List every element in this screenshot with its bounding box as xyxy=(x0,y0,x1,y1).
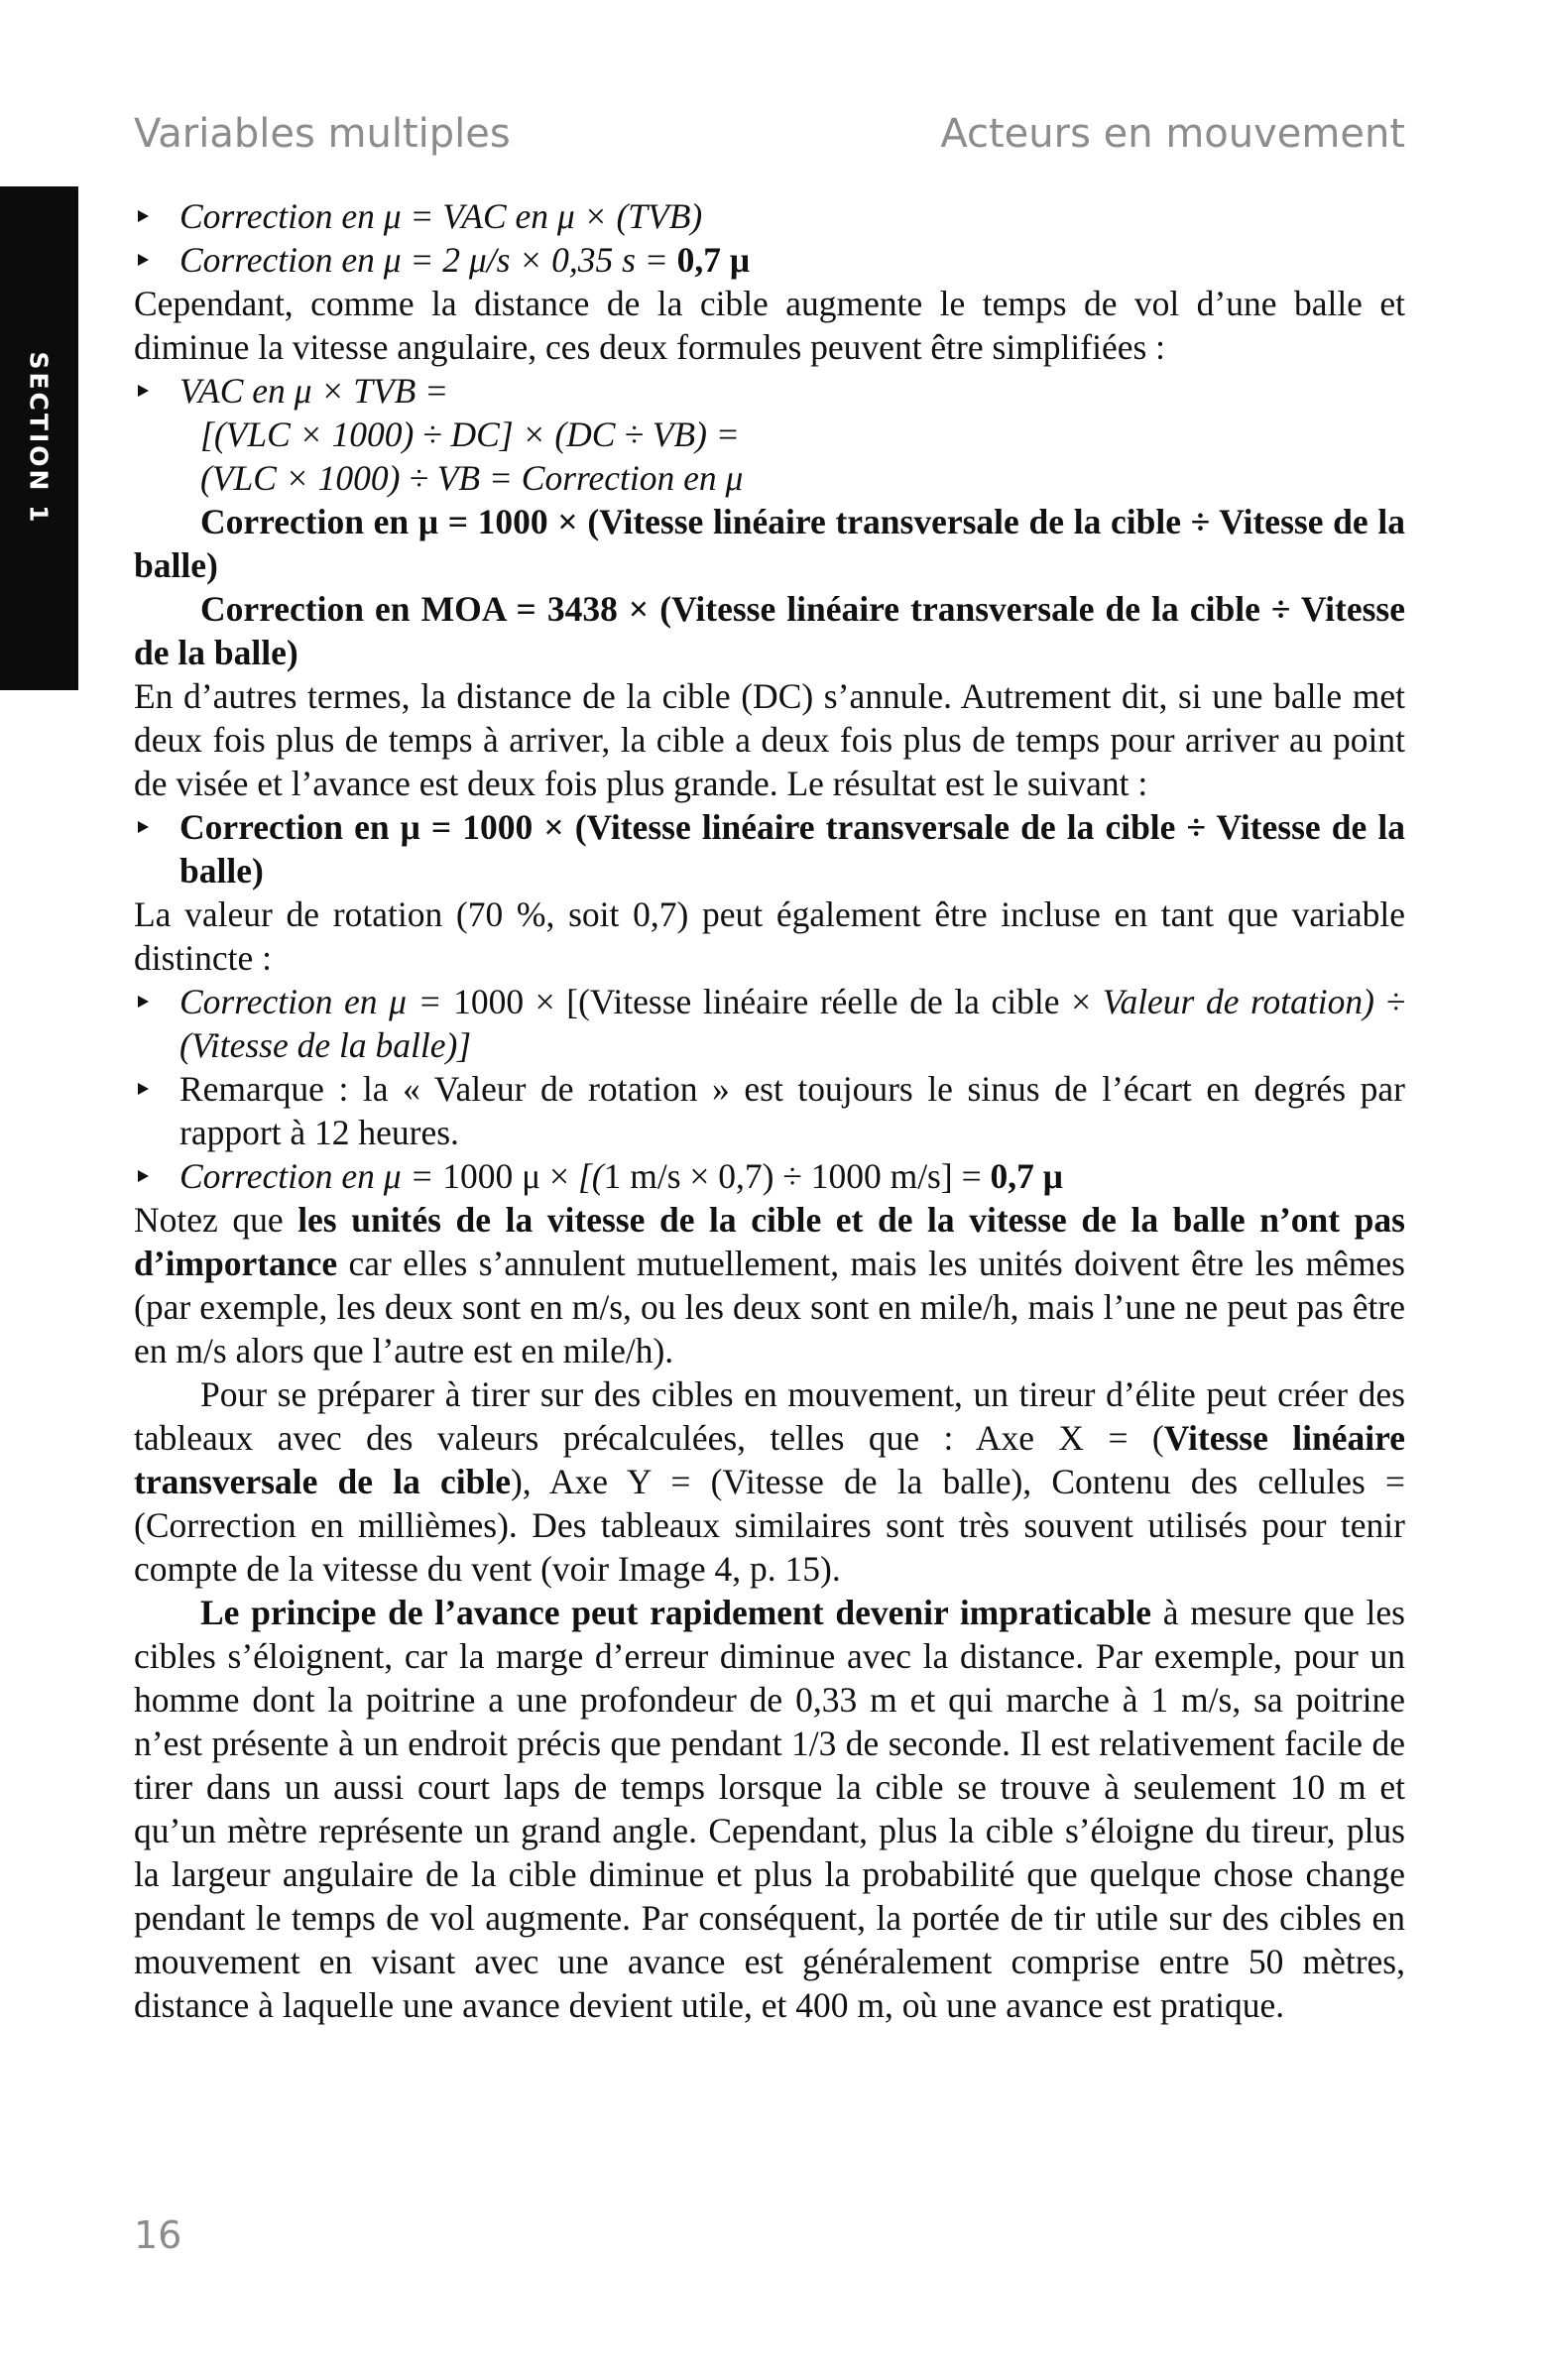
paragraph-tables: Pour se préparer à tirer sur des cibles en mouvement, un tireur d’élite peut créer des tableaux avec des valeurs précalculées, telles que : Axe X = (Vitesse linéaire transversale de la cible), Axe Y = (Vitesse de la balle), Contenu des cellules = (Correction en millièmes). Des tableaux similaires sont très souvent utilisés pour tenir compte de la vitesse du vent (voir Image 4, p. 15). xyxy=(134,1374,1405,1589)
bullet-example-calculation: Correction en μ = 1000 μ × [(1 m/s × 0,7) ÷ 1000 m/s] = 0,7 μ xyxy=(134,1154,1405,1198)
header-left-title: Variables multiples xyxy=(134,111,511,157)
page-number: 16 xyxy=(134,2213,182,2257)
paragraph-lead-principle: Le principe de l’avance peut rapidement devenir impraticable à mesure que les cibles s’éloignent, car la marge d’erreur diminue avec la distance. Par exemple, pour un homme dont la poitrine a une profondeur de 0,33 m et qui marche à 1 m/s, sa poitrine n’est présente à un endroit précis que pendant 1/3 de seconde. Il est relativement facile de tirer dans un aussi court laps de temps lorsque la cible se trouve à seulement 10 m et qu’un mètre représente un grand angle. Cependant, plus la cible s’éloigne du tireur, plus la largeur angulaire de la cible diminue et plus la probabilité que quelque chose change pendant le temps de vol augmente. Par conséquent, la portée de tir utile sur des cibles en mouvement en visant avec une avance est généralement comprise entre 50 mètres, distance à laquelle une avance devient utile, et 400 m, où une avance est pratique. xyxy=(134,1593,1405,2025)
derivation-line-3: (VLC × 1000) ÷ VB = Correction en μ xyxy=(200,458,744,498)
paragraph-distance-cancels: En d’autres termes, la distance de la cible (DC) s’annule. Autrement dit, si une balle met deux fois plus de temps à arriver, la cible a deux fois plus de temps pour arriver au point de visée et l’avance est deux fois plus grande. Le résultat est le suivant : xyxy=(134,676,1405,803)
section-side-label: SECTION 1 xyxy=(24,351,54,526)
bullet-rotation-formula: Correction en μ = 1000 × [(Vitesse linéaire réelle de la cible × Valeur de rotation) ÷ (Vitesse de la balle)] xyxy=(134,980,1405,1067)
formula-moa: Correction en MOA = 3438 × (Vitesse linéaire transversale de la cible ÷ Vitesse de la balle) xyxy=(134,589,1405,672)
header-right-title: Acteurs en mouvement xyxy=(940,111,1405,157)
paragraph-units-note: Notez que les unités de la vitesse de la cible et de la vitesse de la balle n’ont pas d’importance car elles s’annulent mutuellement, mais les unités doivent être les mêmes (par exemple, les deux sont en m/s, ou les deux sont en mile/h, mais l’une ne peut pas être en m/s alors que l’autre est en mile/h). xyxy=(134,1200,1405,1370)
bullet-formula-2: Correction en μ = 2 μ/s × 0,35 s = 0,7 μ xyxy=(134,238,1405,282)
derivation-line-2: [(VLC × 1000) ÷ DC] × (DC ÷ VB) = xyxy=(200,415,740,454)
paragraph-simplification: Cependant, comme la distance de la cible augmente le temps de vol d’une balle et diminue la vitesse angulaire, ces deux formules peuvent être simplifiées : xyxy=(134,284,1405,367)
formula-mil: Correction en μ = 1000 × (Vitesse linéaire transversale de la cible ÷ Vitesse de la balle) xyxy=(134,502,1405,585)
bullet-result-formula: Correction en μ = 1000 × (Vitesse linéaire transversale de la cible ÷ Vitesse de la balle) xyxy=(134,805,1405,892)
bullet-formula-1: Correction en μ = VAC en μ × (TVB) xyxy=(134,194,1405,238)
bullet-rotation-note: Remarque : la « Valeur de rotation » est toujours le sinus de l’écart en degrés par rapport à 12 heures. xyxy=(134,1067,1405,1154)
running-header xyxy=(134,111,1405,157)
paragraph-rotation-value: La valeur de rotation (70 %, soit 0,7) peut également être incluse en tant que variable distincte : xyxy=(134,894,1405,978)
page-body xyxy=(134,194,1405,2027)
bullet-derivation: VAC en μ × TVB = xyxy=(134,369,1405,413)
